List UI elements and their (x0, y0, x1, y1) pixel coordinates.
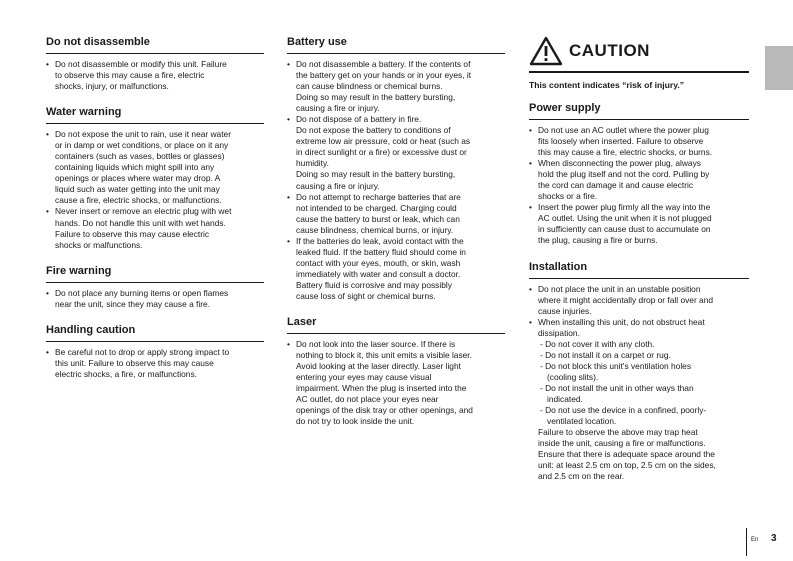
bullet-item (529, 202, 749, 246)
dash-item: - Do not block this unit's ventilation holes (540, 360, 692, 371)
dash-item: - Do not install the unit in other ways than (540, 382, 694, 393)
section-title: Power supply (529, 102, 749, 120)
section-water-warning (46, 106, 264, 251)
text-line: • Do not disassemble or modify this unit. Failure (55, 59, 227, 69)
caution-heading: CAUTION (569, 41, 650, 60)
bullet-item (529, 284, 749, 317)
section-title: Do not disassemble (46, 36, 264, 54)
text-line: • Do not dispose of a battery in fire. (296, 114, 422, 125)
bullet-item (529, 125, 749, 158)
column-1 (46, 36, 264, 394)
section-installation (529, 261, 749, 483)
footer-divider (746, 528, 747, 556)
dash-item: - Do not use the device in a confined, poorly- (540, 405, 707, 416)
text-line: the cord can damage it and cause electric (538, 180, 694, 191)
text-line: fits loosely when inserted. Failure to observe (538, 136, 704, 147)
page-number: 3 (771, 533, 777, 544)
column-3 (529, 36, 749, 496)
bullet-item (287, 339, 505, 427)
section-title: Installation (529, 261, 749, 279)
section-handling-caution (46, 324, 264, 380)
text-line: • Do not place the unit in an unstable position (538, 283, 701, 294)
text-line: inside the unit, causing a fire or malfunctions. (538, 438, 706, 449)
bullet-list (46, 347, 264, 380)
text-line: • When disconnecting the power plug, always (538, 158, 701, 169)
text-line: • When installing this unit, do not obstruct heat (538, 316, 705, 327)
text-line: can cause blindness or chemical burns. (296, 81, 443, 92)
caution-header (529, 36, 749, 73)
text-line: openings of the disk tray or other openings, and (296, 405, 473, 416)
bullet-list (46, 59, 264, 92)
bullet-list (529, 125, 749, 247)
text-line: humidity. (296, 158, 329, 169)
text-line: entering your eyes may cause visual (296, 372, 432, 383)
text-line: • Never insert or remove an electric plug with wet (55, 206, 232, 217)
bullet-list (287, 339, 505, 427)
text-line: causing a fire or injury. (296, 103, 380, 114)
bullet-list (46, 288, 264, 310)
text-line: near the unit, since they may cause a fire. (55, 298, 211, 309)
dash-item: - Do not cover it with any cloth. (540, 338, 655, 349)
text-line: causing a fire or injury. (296, 180, 380, 191)
text-line: shocks or malfunctions. (55, 239, 143, 250)
text-line: in direct sunlight or a fire) or excessive dust or (296, 147, 467, 158)
text-line: AC outlet, do not place your eyes near (296, 394, 439, 405)
text-line: in sufficiently can cause dust to accumulate on (538, 224, 711, 235)
dash-item-continued: ventilated location. (547, 416, 617, 427)
text-line: Doing so may result in the battery bursting, (296, 169, 456, 180)
text-line: do not try to look inside the unit. (296, 416, 415, 427)
bullet-item (46, 347, 264, 380)
bullet-item (46, 129, 264, 206)
section-power-supply (529, 102, 749, 247)
text-line: and 2.5 cm on the rear. (538, 471, 625, 482)
section-tab (765, 46, 793, 90)
text-line: unit: at least 2.5 cm on top, 2.5 cm on the sides, (538, 460, 716, 471)
bullet-item (287, 192, 505, 236)
section-title: Handling caution (46, 324, 264, 342)
text-line: hold the plug itself and not the cord. Pulling by (538, 169, 710, 180)
section-laser (287, 316, 505, 427)
text-line: AC outlet. Using the unit when it is not plugged (538, 213, 712, 224)
section-fire-warning (46, 265, 264, 310)
text-line: Failure to observe the above may trap heat (538, 427, 698, 438)
bullet-list (46, 129, 264, 251)
bullet-item (46, 288, 264, 310)
section-battery-use (287, 36, 505, 302)
text-line: • Do not disassemble a battery. If the contents of (296, 59, 471, 69)
text-line: Do not expose the battery to conditions of (296, 125, 451, 136)
text-line: Battery fluid is corrosive and may possibly (296, 279, 452, 290)
text-line: nothing to block it, this unit emits a visible laser. (296, 350, 472, 361)
section-do-not-disassemble (46, 36, 264, 92)
text-line: openings or places where water may drop. A (55, 173, 221, 184)
text-line: Avoid looking at the laser directly. Laser light (296, 361, 461, 372)
text-line: shocks, injury, or malfunctions. (55, 81, 169, 92)
text-line: or in damp or wet conditions, or place on it any (55, 140, 229, 151)
text-line: extreme low air pressure, cold or heat (such as (296, 136, 471, 147)
text-line: • Be careful not to drop or apply strong impact to (55, 346, 230, 357)
text-line: leaked fluid. If the battery fluid should come in (296, 246, 466, 257)
text-line: • If the batteries do leak, avoid contact with the (296, 235, 464, 246)
text-line: cause loss of sight or chemical burns. (296, 290, 436, 301)
bullet-item (529, 158, 749, 202)
section-title: Water warning (46, 106, 264, 124)
text-line: • Do not expose the unit to rain, use it near water (55, 129, 231, 140)
text-line: to observe this may cause a fire, electric (55, 70, 205, 81)
text-line: electric shocks, a fire, or malfunctions. (55, 368, 197, 379)
text-line: where it might accidentally drop or fall over and (538, 294, 714, 305)
text-line: cause injuries. (538, 305, 592, 316)
text-line: the plug, causing a fire or burns. (538, 235, 658, 246)
text-line: impairment. When the plug is inserted into the (296, 383, 467, 394)
bullet-item (46, 59, 264, 92)
bullet-list (287, 59, 505, 302)
bullet-list (529, 284, 749, 483)
text-line: Ensure that there is adequate space around the (538, 449, 715, 460)
text-line: Doing so may result in the battery bursting, (296, 92, 456, 103)
text-line: this unit. Failure to observe this may cause (55, 357, 214, 368)
text-line: not intended to be charged. Charging could (296, 202, 457, 213)
text-line: the battery get on your hands or in your eyes, it (296, 70, 472, 81)
bullet-item (287, 236, 505, 302)
section-title: Battery use (287, 36, 505, 54)
text-line: containing liquids which might spill into any (55, 162, 215, 173)
section-title: Fire warning (46, 265, 264, 283)
text-line: Failure to observe this may cause electric (55, 228, 210, 239)
text-line: containers (such as vases, bottles or glasses) (55, 151, 225, 162)
text-line: cause blindness, chemical burns, or injury. (296, 224, 454, 235)
text-line: • Do not place any burning items or open flames (55, 287, 229, 298)
text-line: • Do not use an AC outlet where the power plug (538, 125, 709, 135)
dash-item: - Do not install it on a carpet or rug. (540, 349, 671, 360)
bullet-item (287, 114, 505, 191)
text-line: dissipation. (538, 327, 580, 338)
section-title: Laser (287, 316, 505, 334)
text-line: immediately with water and consult a doctor. (296, 268, 461, 279)
dash-item-continued: indicated. (547, 393, 583, 404)
text-line: liquid such as water getting into the unit may (55, 184, 220, 195)
text-line: • Do not look into the laser source. If there is (296, 339, 456, 350)
text-line: contact with your eyes, mouth, or skin, wash (296, 257, 461, 268)
text-line: this may cause a fire, electric shocks, or burns. (538, 147, 713, 158)
bullet-item (529, 317, 749, 483)
text-line: shocks or a fire. (538, 191, 598, 202)
text-line: cause the battery to burst or leak, which can (296, 213, 460, 224)
text-line: cause a fire, electric shocks, or malfunctions. (55, 195, 222, 206)
text-line: hands. Do not handle this unit with wet hands. (55, 217, 226, 228)
dash-item-continued: (cooling slits). (547, 371, 599, 382)
bullet-item (46, 206, 264, 250)
language-label: En (751, 537, 759, 543)
caution-subtitle: This content indicates “risk of injury.” (529, 80, 685, 90)
bullet-item (287, 59, 505, 114)
text-line: • Do not attempt to recharge batteries that are (296, 191, 461, 202)
column-2 (287, 36, 505, 441)
warning-triangle-icon (529, 36, 563, 66)
text-line: • Insert the power plug firmly all the way into the (538, 202, 711, 213)
